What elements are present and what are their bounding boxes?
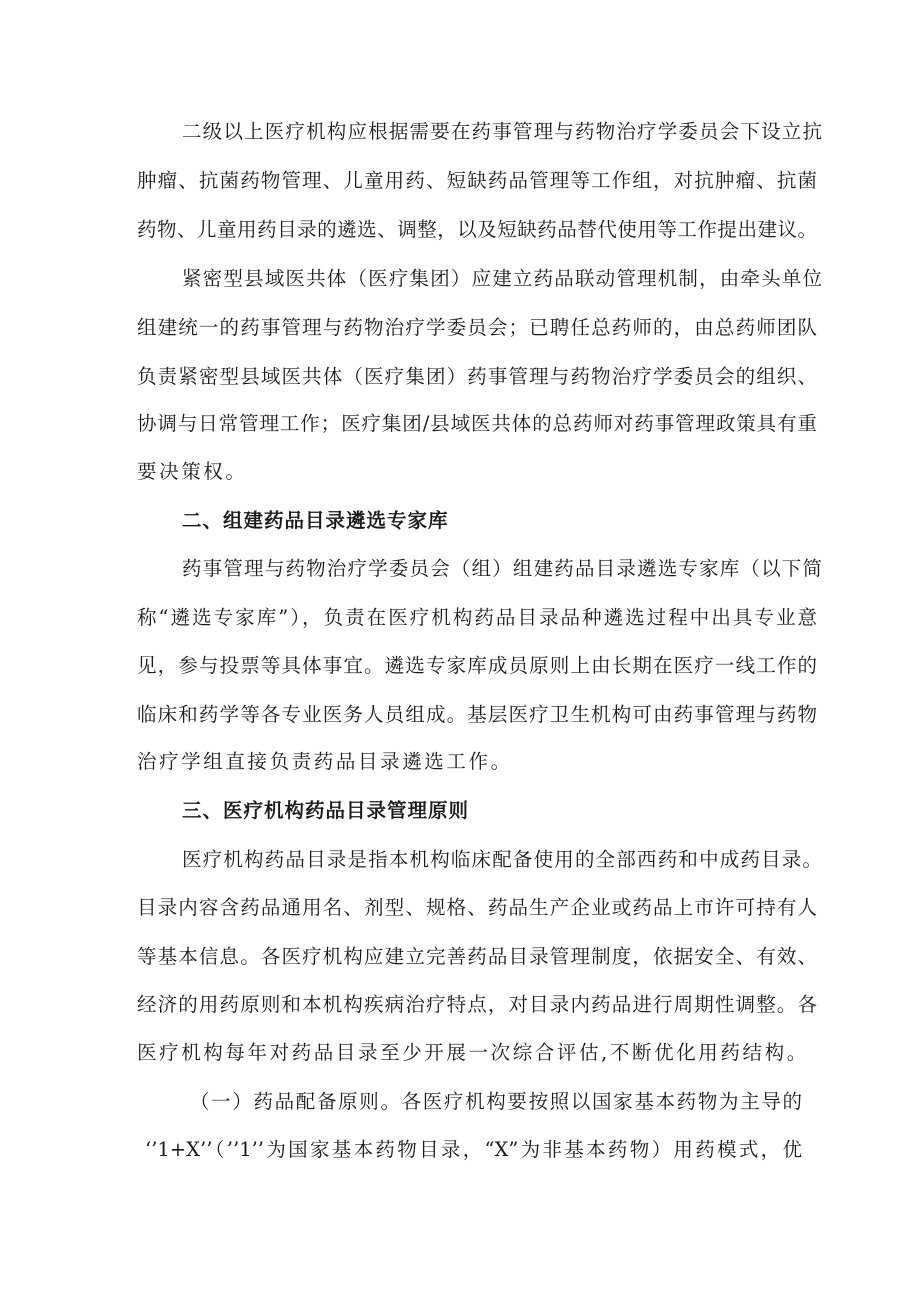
- section-heading: 三、医疗机构药品目录管理原则: [182, 799, 470, 822]
- paragraph-line: 要决策权。: [137, 460, 248, 483]
- paragraph-line: 目录内容含药品通用名、剂型、规格、药品生产企业或药品上市许可持有人: [137, 896, 817, 919]
- paragraph-line: 治疗学组直接负责药品目录遴选工作。: [137, 750, 513, 773]
- paragraph-line: ‘’1+X’’（’’1’’为国家基本药物目录，“X”为非基本药物）用药模式，优: [145, 1138, 802, 1161]
- paragraph-line: 等基本信息。各医疗机构应建立完善药品目录管理制度，依据安全、有效、: [137, 945, 817, 968]
- paragraph-line: 医疗机构药品目录是指本机构临床配备使用的全部西药和中成药目录。: [182, 848, 822, 871]
- paragraph-line: 临床和药学等各专业医务人员组成。基层医疗卫生机构可由药事管理与药物: [137, 703, 817, 726]
- paragraph-line: 药物、儿童用药目录的遴选、调整，以及短缺药品替代使用等工作提出建议。: [137, 218, 817, 241]
- paragraph-line: 负责紧密型县域医共体（医疗集团）药事管理与药物治疗学委员会的组织、: [137, 365, 817, 388]
- paragraph-line: 见，参与投票等具体事宜。遴选专家库成员原则上由长期在医疗一线工作的: [137, 654, 817, 677]
- paragraph-line: 协调与日常管理工作；医疗集团/县域医共体的总药师对药事管理政策具有重: [137, 412, 817, 435]
- section-heading: 二、组建药品目录遴选专家库: [182, 509, 449, 532]
- paragraph-line: 经济的用药原则和本机构疾病治疗特点，对目录内药品进行周期性调整。各: [137, 993, 817, 1016]
- paragraph-line: 称“遴选专家库”），负责在医疗机构药品目录品种遴选过程中出具专业意: [137, 606, 817, 629]
- paragraph-line: （一）药品配备原则。各医疗机构要按照以国家基本药物为主导的: [190, 1090, 802, 1113]
- paragraph-line: 药事管理与药物治疗学委员会（组）组建药品目录遴选专家库（以下简: [182, 557, 822, 580]
- paragraph-line: 二级以上医疗机构应根据需要在药事管理与药物治疗学委员会下设立抗: [182, 120, 822, 143]
- paragraph-line: 肿瘤、抗菌药物管理、儿童用药、短缺药品管理等工作组，对抗肿瘤、抗菌: [137, 169, 817, 192]
- paragraph-line: 组建统一的药事管理与药物治疗学委员会；已聘任总药师的，由总药师团队: [137, 316, 817, 339]
- paragraph-line: 紧密型县域医共体（医疗集团）应建立药品联动管理机制，由牵头单位: [182, 267, 822, 290]
- paragraph-line: 医疗机构每年对药品目录至少开展一次综合评估,不断优化用药结构。: [137, 1041, 809, 1064]
